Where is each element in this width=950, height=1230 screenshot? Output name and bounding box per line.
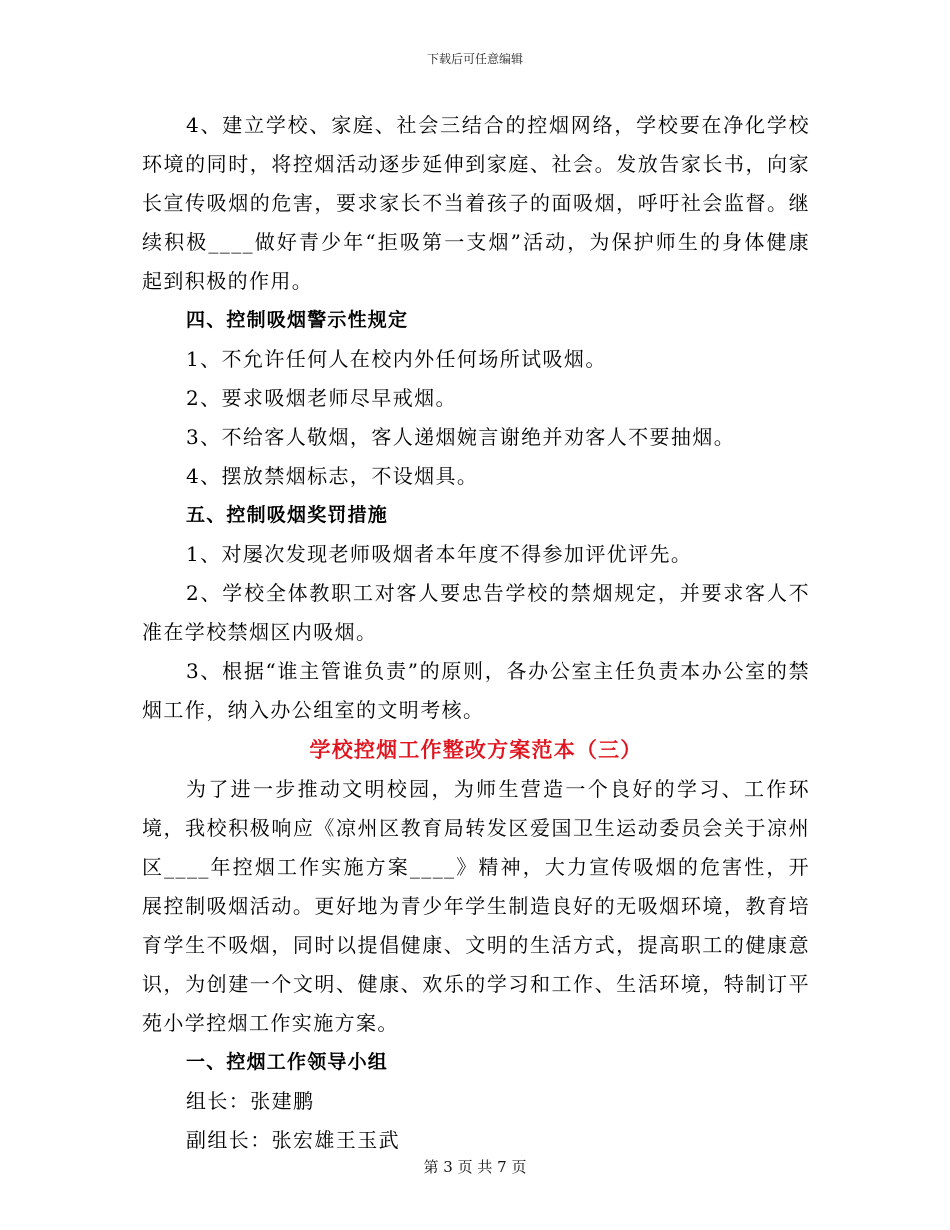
page-number: 第 3 页 共 7 页 [423, 1158, 527, 1176]
measure-item: 2、学校全体教职工对客人要忠告学校的禁烟规定，并要求客人不准在学校禁烟区内吸烟。 [142, 581, 810, 644]
paragraph-network: 4、建立学校、家庭、社会三结合的控烟网络，学校要在净化学校环境的同时，将控烟活动逐步延伸到家庭、社会。发放告家长书，向家长宣传吸烟的危害，要求家长不当着孩子的面吸烟，呼吁社会监督。继续积极____做好青少年“拒吸第一支烟”活动，为保护师生的身体健康起到积极的作用。 [142, 113, 810, 293]
rule-item: 4、摆放禁烟标志，不设烟具。 [186, 464, 479, 488]
section-heading-leadership-group: 一、控烟工作领导小组 [186, 1051, 389, 1073]
group-vice-leader: 副组长：张宏雄王玉武 [186, 1128, 400, 1152]
rule-item: 1、不允许任何人在校内外任何场所试吸烟。 [186, 347, 607, 371]
measure-item: 1、对屡次发现老师吸烟者本年度不得参加评优评先。 [186, 542, 693, 566]
measure-item: 3、根据“谁主管谁负责”的原则，各办公室主任负责本办公室的禁烟工作，纳入办公组室的文明考核。 [142, 659, 810, 722]
section-heading-warning-rules: 四、控制吸烟警示性规定 [186, 309, 409, 331]
group-leader: 组长：张建鹏 [186, 1089, 315, 1113]
intro-paragraph: 为了进一步推动文明校园，为师生营造一个良好的学习、工作环境，我校积极响应《凉州区教育局转发区爱国卫生运动委员会关于凉州区____年控烟工作实施方案____》精神，大力宣传吸烟的危害性，开展控制吸烟活动。更好地为青少年学生制造良好的无吸烟环境，教育培育学生不吸烟，同时以提倡健康、文明的生活方式，提高职工的健康意识，为创建一个文明、健康、欢乐的学习和工作、生活环境，特制订平苑小学控烟工作实施方案。 [142, 777, 810, 1035]
rule-item: 3、不给客人敬烟，客人递烟婉言谢绝并劝客人不要抽烟。 [186, 425, 736, 449]
header-note: 下载后可任意编辑 [426, 52, 523, 66]
section-heading-rewards-penalties: 五、控制吸烟奖罚措施 [186, 504, 389, 526]
document-title: 学校控烟工作整改方案范本（三） [309, 738, 643, 762]
rule-item: 2、要求吸烟老师尽早戒烟。 [186, 386, 457, 410]
document-body [142, 106, 810, 1160]
